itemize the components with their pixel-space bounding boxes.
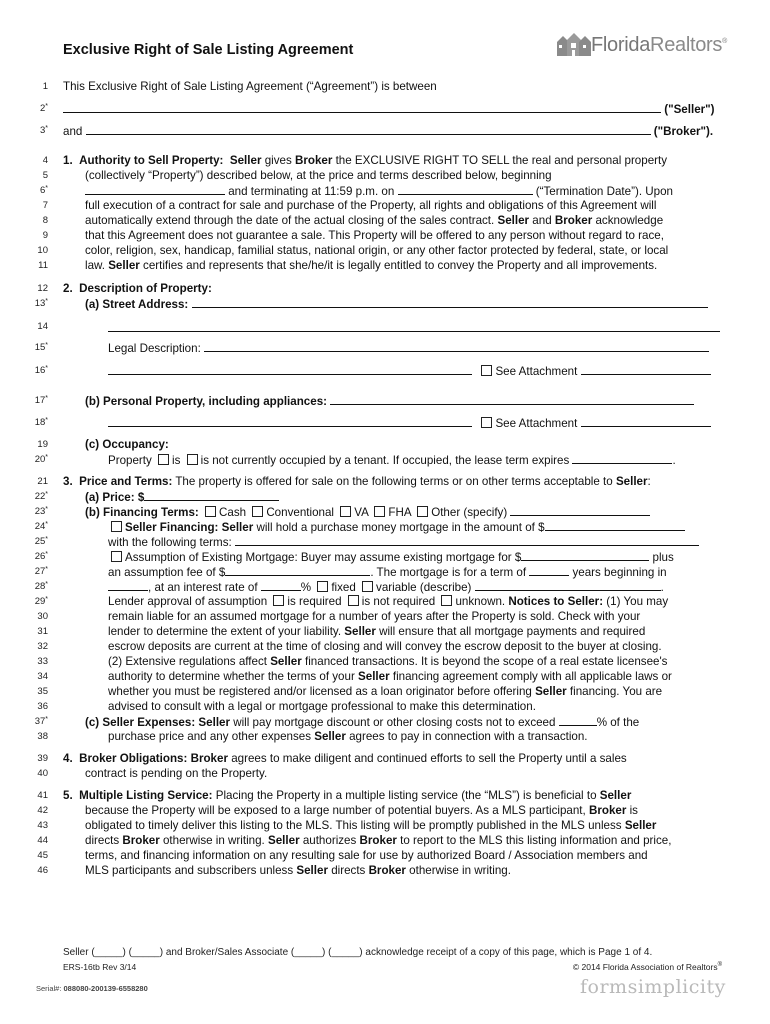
form-id: ERS-16tb Rev 3/14 bbox=[63, 962, 137, 972]
attachment-ref-field-2[interactable] bbox=[581, 415, 711, 427]
street-address-continuation-field[interactable] bbox=[108, 331, 720, 332]
approval-unknown-checkbox[interactable] bbox=[441, 595, 452, 606]
other-financing-checkbox[interactable] bbox=[417, 506, 428, 517]
street-address-line: (a) Street Address: bbox=[63, 296, 722, 312]
notice-line-34: authority to determine whether the terms of your Seller financing agreement comply with all applicable laws or bbox=[108, 670, 672, 683]
seller-financing-terms-field[interactable] bbox=[235, 534, 699, 546]
line-number: 4 bbox=[42, 155, 48, 166]
section-1-line-10: color, religion, sex, handicap, familial status, national origin, or any other factor protected by federal, state, or local bbox=[85, 244, 669, 257]
line-number: 26* bbox=[34, 551, 48, 562]
variable-rate-description-field[interactable] bbox=[475, 579, 661, 591]
line-number: 45 bbox=[37, 850, 48, 861]
seller-financing-checkbox[interactable] bbox=[111, 521, 122, 532]
line-number: 18* bbox=[34, 417, 48, 428]
line-number: 41 bbox=[37, 790, 48, 801]
line-number: 17* bbox=[34, 395, 48, 406]
line-number: 13* bbox=[34, 298, 48, 309]
agreement-intro: This Exclusive Right of Sale Listing Agreement (“Agreement”) is between bbox=[63, 80, 437, 93]
notice-line-31: lender to determine the extent of your liability. Seller will ensure that all mortgage payments and required bbox=[108, 625, 646, 638]
personal-property-line: (b) Personal Property, including appliances: bbox=[63, 393, 722, 409]
line-number: 34 bbox=[37, 671, 48, 682]
assumption-line: Assumption of Existing Mortgage: Buyer may assume existing mortgage for $ plus bbox=[63, 549, 722, 565]
price-field[interactable] bbox=[144, 489, 279, 501]
legal-description-line: Legal Description: bbox=[63, 340, 722, 356]
line-number: 29* bbox=[34, 596, 48, 607]
seller-financing-terms-line: with the following terms: bbox=[63, 534, 722, 550]
notice-line-32: escrow deposits are current at the time of closing and will convey the escrow deposit to the buyer at closing. bbox=[108, 640, 662, 653]
personal-property-continuation-field[interactable] bbox=[108, 415, 472, 427]
occupancy-line: Property is is not currently occupied by a tenant. If occupied, the lease term expires . bbox=[108, 454, 676, 467]
attachment-ref-field-1[interactable] bbox=[581, 363, 711, 375]
mortgage-start-field[interactable] bbox=[108, 579, 148, 591]
fixed-rate-checkbox[interactable] bbox=[317, 581, 328, 592]
line-number: 12 bbox=[37, 283, 48, 294]
line-number: 11 bbox=[38, 260, 48, 271]
financing-terms-line: (b) Financing Terms: Cash Conventional VA FHA Other (specify) bbox=[63, 504, 722, 520]
line-number: 8 bbox=[42, 215, 48, 226]
line-number: 27* bbox=[34, 566, 48, 577]
notice-line-30: remain liable for an assumed mortgage for a number of years after the Property is sold. Check with your bbox=[108, 610, 641, 623]
line-number: 40 bbox=[37, 768, 48, 779]
notice-line-33: (2) Extensive regulations affect Seller financed transactions. It is beyond the scope of a real estate licensee's bbox=[108, 655, 668, 668]
closing-cost-percent-field[interactable] bbox=[559, 714, 597, 726]
serial-number: Serial#: 088080-200139-6558280 bbox=[36, 984, 148, 993]
line-number: 14 bbox=[37, 321, 48, 332]
see-attachment-checkbox-2[interactable] bbox=[481, 417, 492, 428]
line-number: 25* bbox=[34, 536, 48, 547]
cash-checkbox[interactable] bbox=[205, 506, 216, 517]
section-1-line-4: 1. Authority to Sell Property: Seller gives Broker the EXCLUSIVE RIGHT TO SELL the real and personal property bbox=[63, 154, 668, 167]
line-number: 9 bbox=[42, 230, 48, 241]
line-number: 10 bbox=[37, 245, 48, 256]
va-checkbox[interactable] bbox=[340, 506, 351, 517]
fha-checkbox[interactable] bbox=[374, 506, 385, 517]
acknowledgement-line: Seller (_____) (_____) and Broker/Sales Associate (_____) (_____) acknowledge receipt of a copy of this page, which is Page 1 of 4. bbox=[63, 947, 653, 958]
approval-not-required-checkbox[interactable] bbox=[348, 595, 359, 606]
line-number: 6* bbox=[39, 185, 48, 196]
assumption-fee-line: an assumption fee of $ . The mortgage is for a term of years beginning in bbox=[108, 566, 667, 579]
seller-financing-line: Seller Financing: Seller will hold a purchase money mortgage in the amount of $ bbox=[63, 519, 722, 535]
logo-wordmark: FloridaRealtors® bbox=[591, 33, 727, 56]
seller-expenses-line: (c) Seller Expenses: Seller will pay mortgage discount or other closing costs not to exceed % of the bbox=[85, 716, 640, 729]
line-number: 30 bbox=[37, 611, 48, 622]
section-3-heading: 3. Price and Terms: The property is offered for sale on the following terms or on other terms acceptable to Seller: bbox=[63, 475, 651, 488]
realtors-house-icon bbox=[555, 30, 591, 60]
assumption-amount-field[interactable] bbox=[521, 549, 649, 561]
line-number: 39 bbox=[37, 753, 48, 764]
line-number: 35 bbox=[37, 686, 48, 697]
mortgage-term-field[interactable] bbox=[529, 564, 569, 576]
legal-description-line-2: See Attachment bbox=[63, 363, 722, 379]
legal-description-continuation-field[interactable] bbox=[108, 363, 472, 375]
line-number: 46 bbox=[37, 865, 48, 876]
section-5-line-44: directs Broker otherwise in writing. Seller authorizes Broker to report to the MLS this listing information and price, bbox=[85, 834, 672, 847]
section-5-line-45: terms, and financing information on any resulting sale for use by authorized Board / Association members and bbox=[85, 849, 648, 862]
section-5-line-46: MLS participants and subscribers unless Seller directs Broker otherwise in writing. bbox=[85, 864, 511, 877]
section-2-heading: 2. Description of Property: bbox=[63, 282, 212, 295]
see-attachment-checkbox-1[interactable] bbox=[481, 365, 492, 376]
section-5-line-43: obligated to timely deliver this listing to the MLS. This listing will be promptly published in the MLS unless Seller bbox=[85, 819, 657, 832]
section-1-line-8: automatically extend through the date of the actual closing of the sales contract. Seller and Broker acknowledge bbox=[85, 214, 664, 227]
section-5-line-42: because the Property will be exposed to a large number of potential buyers. As a MLS participant, Broker is bbox=[85, 804, 638, 817]
line-number: 43 bbox=[37, 820, 48, 831]
conventional-checkbox[interactable] bbox=[252, 506, 263, 517]
legal-description-field[interactable] bbox=[204, 340, 709, 352]
occupied-is-not-checkbox[interactable] bbox=[187, 454, 198, 465]
lender-approval-line: Lender approval of assumption is required is not required unknown. Notices to Seller: (1) You may bbox=[108, 595, 669, 608]
other-financing-field[interactable] bbox=[510, 504, 650, 516]
line-number: 21 bbox=[37, 476, 48, 487]
formsimplicity-brand: formsimplicity bbox=[580, 976, 726, 998]
price-line: (a) Price: $ bbox=[63, 489, 722, 505]
termination-date-field[interactable] bbox=[398, 183, 533, 195]
document-title: Exclusive Right of Sale Listing Agreement bbox=[63, 42, 354, 58]
street-address-field[interactable] bbox=[192, 296, 708, 308]
line-number: 15* bbox=[34, 342, 48, 353]
copyright: © 2014 Florida Association of Realtors® bbox=[572, 962, 722, 972]
line-number: 31 bbox=[37, 626, 48, 637]
line-number: 16* bbox=[34, 365, 48, 376]
broker-name-field[interactable] bbox=[86, 123, 651, 135]
personal-property-line-2: See Attachment bbox=[63, 415, 722, 431]
seller-name-field[interactable] bbox=[63, 101, 661, 113]
section-5-heading: 5. Multiple Listing Service: Placing the Property in a multiple listing service (the “MLS”) is beneficial to Seller bbox=[63, 789, 632, 802]
lease-expiration-field[interactable] bbox=[572, 452, 672, 464]
section-1-line-6: and terminating at 11:59 p.m. on (“Termination Date”). Upon bbox=[63, 183, 722, 199]
line-number: 42 bbox=[37, 805, 48, 816]
section-4-heading: 4. Broker Obligations: Broker agrees to make diligent and continued efforts to sell the Property until a sales bbox=[63, 752, 627, 765]
line-number: 24* bbox=[34, 521, 48, 532]
line-number: 3* bbox=[39, 125, 48, 136]
line-number: 32 bbox=[37, 641, 48, 652]
variable-rate-checkbox[interactable] bbox=[362, 581, 373, 592]
assumption-checkbox[interactable] bbox=[111, 551, 122, 562]
personal-property-field[interactable] bbox=[330, 393, 694, 405]
line-number: 38 bbox=[37, 731, 48, 742]
seller-expenses-line-2: purchase price and any other expenses Seller agrees to pay in connection with a transaction. bbox=[108, 730, 588, 743]
interest-rate-field[interactable] bbox=[261, 579, 301, 591]
line-number: 28* bbox=[34, 581, 48, 592]
section-1-line-9: that this Agreement does not guarantee a sale. This Property will be offered to any person without regard to race, bbox=[85, 229, 664, 242]
assumption-fee-field[interactable] bbox=[225, 564, 370, 576]
occupancy-heading: (c) Occupancy: bbox=[85, 438, 169, 451]
line-number: 33 bbox=[37, 656, 48, 667]
line-number: 7 bbox=[42, 200, 48, 211]
line-number: 19 bbox=[37, 439, 48, 450]
line-number: 44 bbox=[37, 835, 48, 846]
section-1-line-7: full execution of a contract for sale and purchase of the Property, all rights and obligations of this Agreement will bbox=[85, 199, 657, 212]
notice-line-36: advised to consult with a legal or mortgage professional to make this determination. bbox=[108, 700, 536, 713]
line-number: 20* bbox=[34, 454, 48, 465]
seller-financing-amount-field[interactable] bbox=[545, 519, 685, 531]
line-number: 5 bbox=[42, 170, 48, 181]
beginning-date-field[interactable] bbox=[85, 183, 225, 195]
line-number: 23* bbox=[34, 506, 48, 517]
interest-rate-line: , at an interest rate of % fixed variable (describe) . bbox=[63, 579, 722, 595]
line-number: 37* bbox=[34, 716, 48, 727]
line-number: 22* bbox=[34, 491, 48, 502]
line-number: 1 bbox=[42, 81, 48, 92]
section-1-line-11: law. Seller certifies and represents that she/he/it is legally entitled to convey the Property and all improvements. bbox=[85, 259, 658, 272]
seller-line: ("Seller") bbox=[63, 101, 722, 117]
approval-required-checkbox[interactable] bbox=[273, 595, 284, 606]
notice-line-35: whether you must be registered and/or licensed as a loan originator before offering Seller financing. You are bbox=[108, 685, 663, 698]
section-1-line-5: (collectively “Property”) described below, at the price and terms described below, beginning bbox=[85, 169, 552, 182]
florida-realtors-logo bbox=[555, 30, 727, 60]
section-4-line-40: contract is pending on the Property. bbox=[85, 767, 268, 780]
line-number: 2* bbox=[39, 103, 48, 114]
broker-line: and ("Broker"). bbox=[63, 125, 714, 138]
line-number: 36 bbox=[37, 701, 48, 712]
occupied-is-checkbox[interactable] bbox=[158, 454, 169, 465]
